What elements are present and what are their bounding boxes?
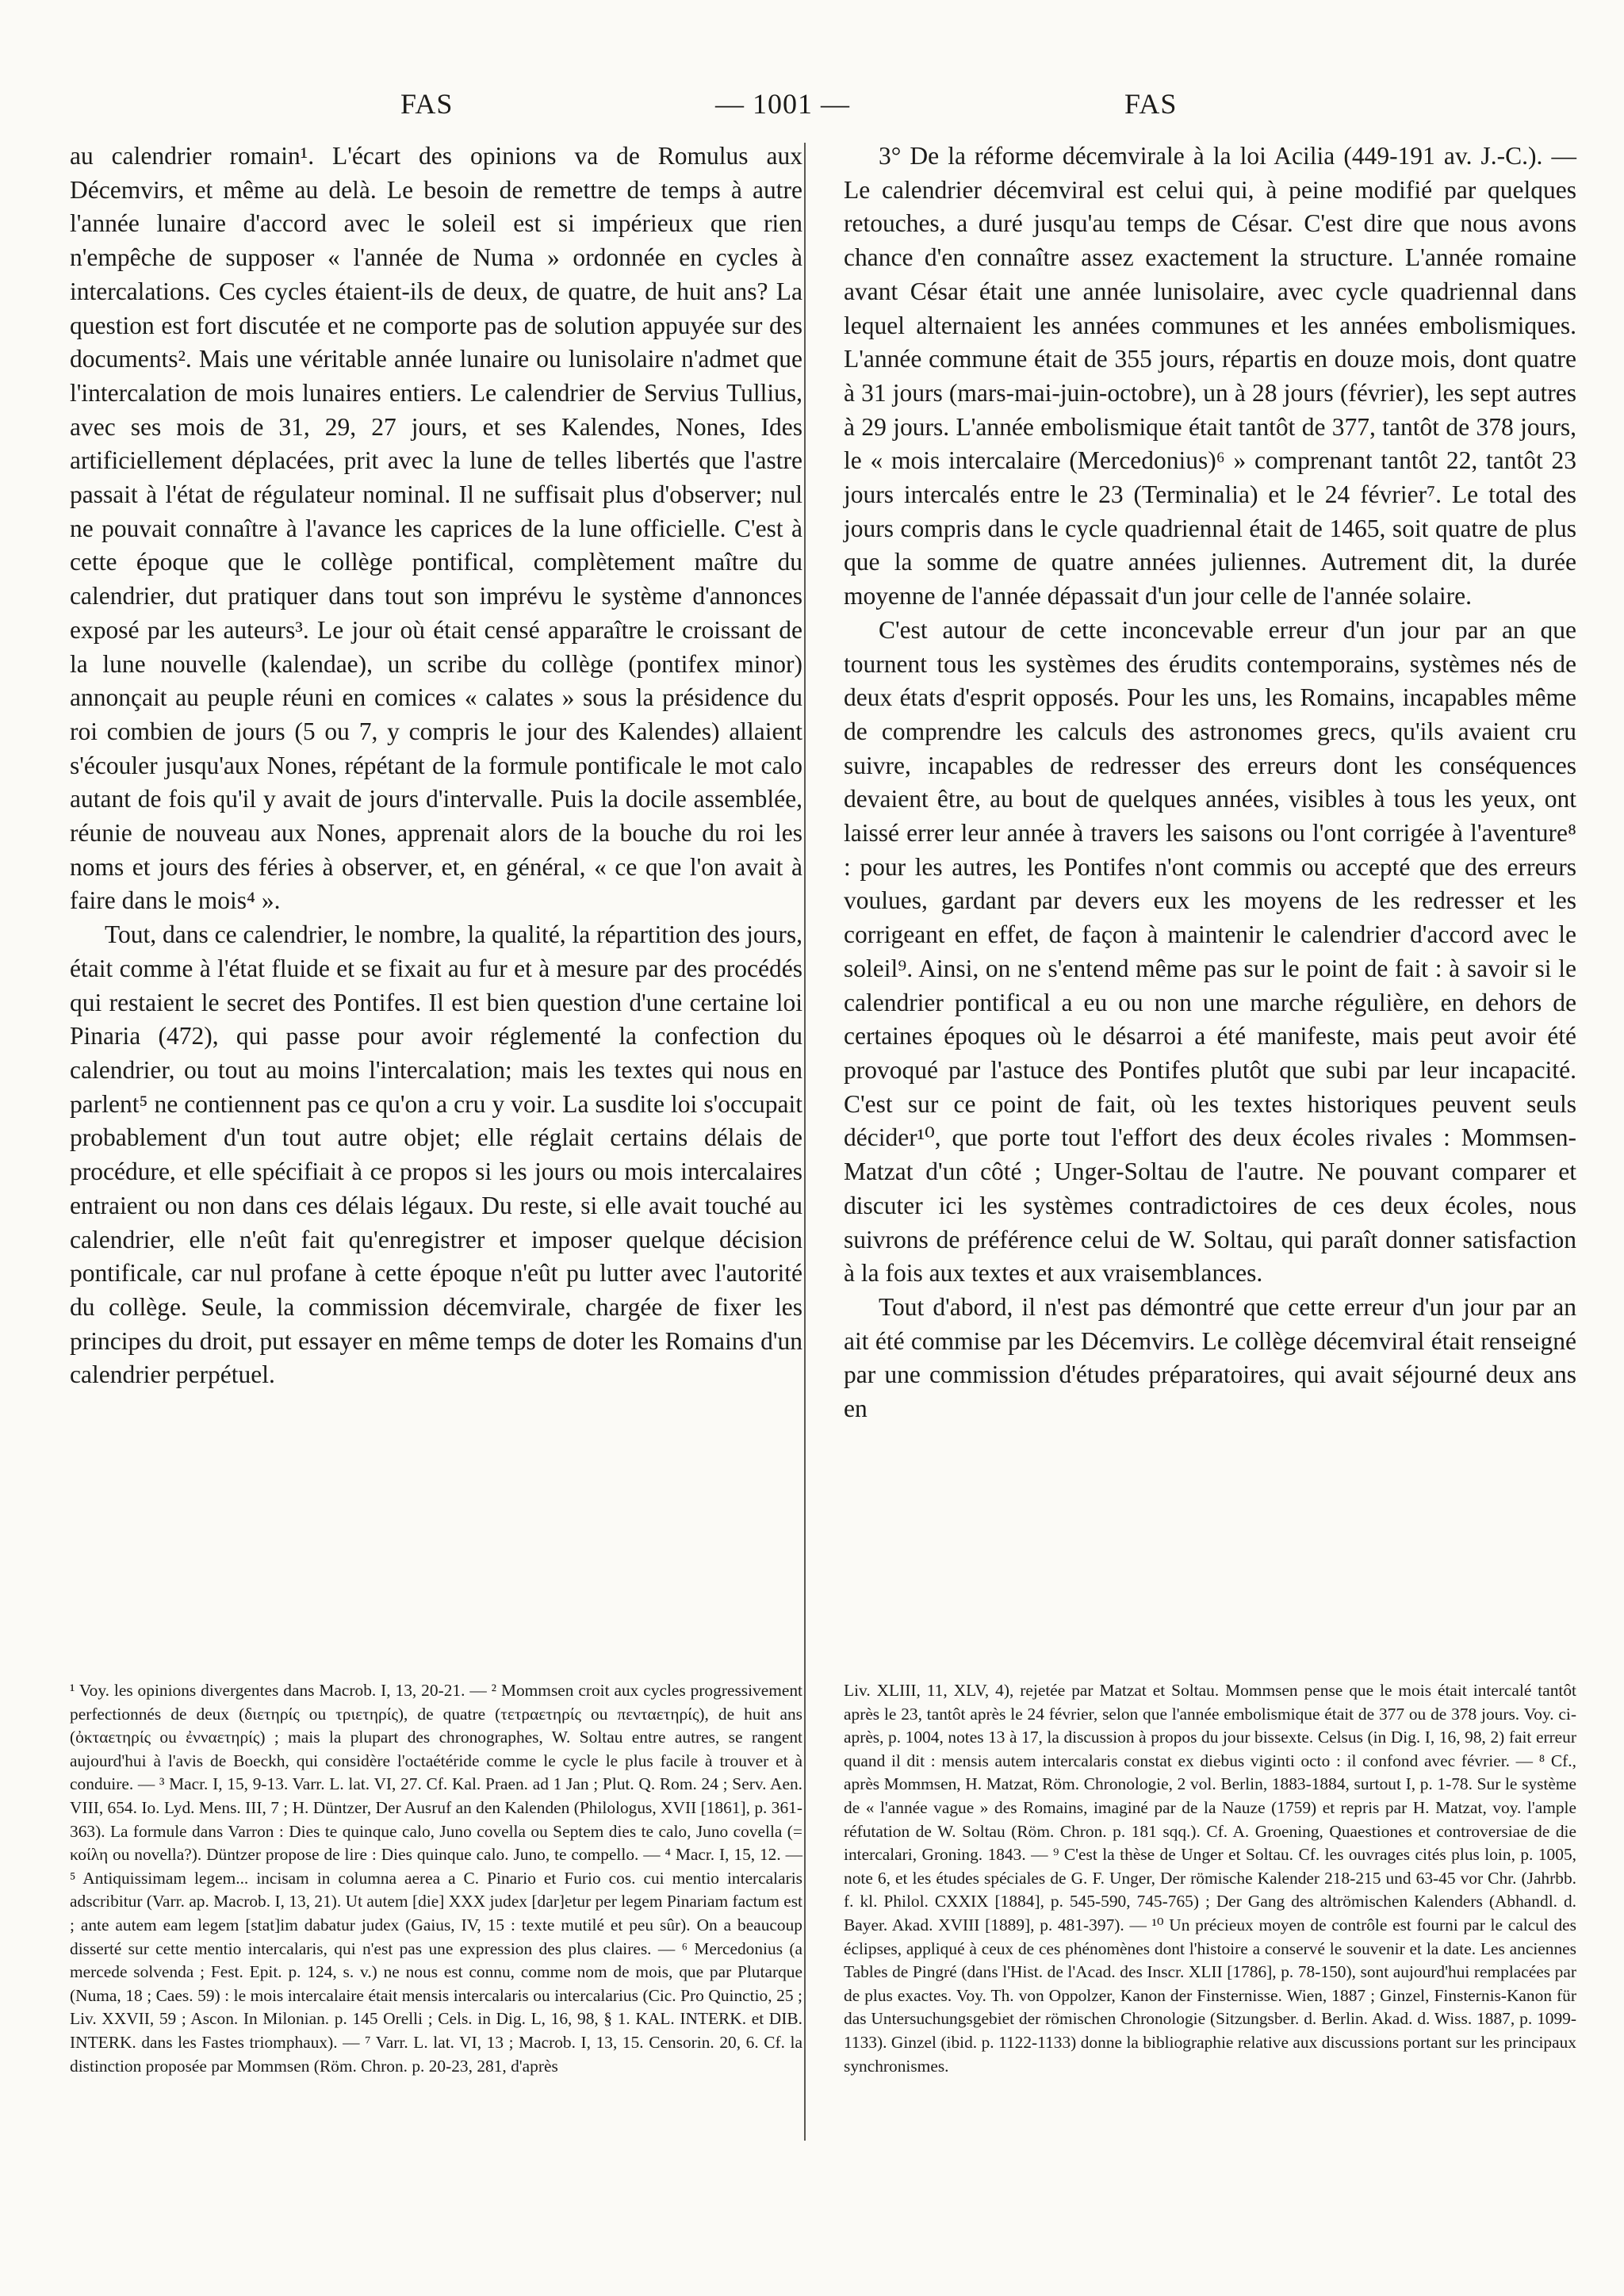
page-header (0, 87, 1624, 127)
right-paragraph-1: 3° De la réforme décemvirale à la loi Acilia (449-191 av. J.-C.). — Le calendrier décemviral est celui qui, à peine modifié par quelques retouches, a duré jusqu'au temps de César. C'est dire que nous avons chance d'en connaître assez exactement la structure. L'année romaine avant César était une année lunisolaire, avec cycle quadriennal dans lequel alternaient les années communes et les années embolismiques. L'année commune était de 355 jours, répartis en douze mois, dont quatre à 31 jours (mars-mai-juin-octobre), un à 28 jours (février), les sept autres à 29 jours. L'année embolismique était tantôt de 377, tantôt de 378 jours, le « mois intercalaire (Mercedonius)⁶ » comprenant tantôt 22, tantôt 23 jours intercalés entre le 23 (Terminalia) et le 24 février⁷. Le total des jours compris dans le cycle quadriennal était de 1465, soit quatre de plus que la somme de quatre années juliennes. Autrement dit, la durée moyenne de l'année dépassait d'un jour celle de l'année solaire. (844, 142, 1576, 610)
column-divider (804, 143, 806, 2141)
left-paragraph-1: au calendrier romain¹. L'écart des opinions va de Romulus aux Décemvirs, et même au delà. Le besoin de remettre de temps à autre l'année lunaire d'accord avec le soleil est si impérieux que rien n'empêche de supposer « l'année de Numa » ordonnée en cycles à intercalations. Ces cycles étaient-ils de deux, de quatre, de huit ans? La question est fort discutée et ne comporte pas de solution appuyée sur des documents². Mais une véritable année lunaire ou lunisolaire n'admet que l'intercalation de mois lunaires entiers. Le calendrier de Servius Tullius, avec ses mois de 31, 29, 27 jours, et ses Kalendes, Nones, Ides artificiellement déplacées, prit avec la lune de telles libertés que l'astre passait à l'état de régulateur nominal. Il ne suffisait plus d'observer; nul ne pouvait connaître à l'avance les caprices de la lune officielle. C'est à cette époque que le collège pontifical, complètement maître du calendrier, dut pratiquer dans tout son imprévu le système d'annonces exposé par les auteurs³. Le jour où était censé apparaître le croissant de la lune nouvelle (kalendae), un scribe du collège (pontifex minor) annonçait au peuple réuni en comices « calates » sous la présidence du roi combien de jours (5 ou 7, y compris le jour des Kalendes) allaient s'écouler jusqu'aux Nones, répétant de la formule pontificale le mot calo autant de fois qu'il y avait de jours d'intervalle. Puis la docile assemblée, réunie de nouveau aux Nones, apprenait alors de la bouche du roi les noms et jours des féries à observer, et, en général, « ce que l'on avait à faire dans le mois⁴ ». (70, 142, 802, 915)
page-number: — 1001 — (715, 88, 850, 120)
running-head-right: FAS (1124, 88, 1178, 120)
right-paragraph-2: C'est autour de cette inconcevable erreur d'un jour par an que tournent tous les systèmes des érudits contemporains, systèmes nés de deux états d'esprit opposés. Pour les uns, les Romains, incapables même de comprendre les calculs des astronomes grecs, qu'ils avaient cru suivre, incapables de redresser des erreurs dont les conséquences devaient être, au bout de quelques années, visibles à tous les yeux, ont laissé errer leur année à travers les saisons ou l'ont corrigée à l'aventure⁸ : pour les autres, les Pontifes n'ont commis ou accepté que des erreurs voulues, gardant par devers eux les moyens de les redresser et les corrigeant en effet, de façon à maintenir le calendrier d'accord avec le soleil⁹. Ainsi, on ne s'entend même pas sur le point de fait : à savoir si le calendrier pontifical a eu ou non une marche régulière, en dehors de certaines époques où le désarroi a été manifeste, mais peut avoir été provoqué par l'astuce des Pontifes plutôt que subi par leur incapacité. C'est sur ce point de fait, où les textes historiques peuvent seuls décider¹⁰, que porte tout l'effort des deux écoles rivales : Mommsen-Matzat d'un côté ; Unger-Soltau de l'autre. Ne pouvant comparer et discuter ici les systèmes contradictoires de ces deux écoles, nous suivrons de préférence celui de W. Soltau, qui paraît donner satisfaction à la fois aux textes et aux vraisemblances. (844, 615, 1576, 1288)
right-column (844, 140, 1576, 1426)
footnote-block-right: Liv. XLIII, 11, XLV, 4), rejetée par Matzat et Soltau. Mommsen pense que le mois était intercalé tantôt après le 23, tantôt après le 24 février, selon que l'année embolismique était de 377 ou de 378 jours. Voy. ci-après, p. 1004, notes 13 à 17, la discussion à propos du jour bissexte. Celsus (in Dig. I, 16, 98, 2) fait erreur quand il dit : mensis autem intercalaris constat ex diebus viginti octo : il confond avec février. — ⁸ Cf., après Mommsen, H. Matzat, Röm. Chronologie, 2 vol. Berlin, 1883-1884, surtout I, p. 1-78. Sur le système de « l'année vague » des Romains, imaginé par de la Nauze (1759) et repris par H. Matzat, voy. l'ample réfutation de W. Soltau (Röm. Chron. p. 181 sqq.). Cf. A. Groening, Quaestiones et controversiae de die intercalari, Groning. 1843. — ⁹ C'est la thèse de Unger et Soltau. Cf. les ouvrages cités plus loin, p. 1005, note 6, et les études spéciales de G. F. Unger, Der römische Kalender 218-215 und 63-45 vor Chr. (Jahrbb. f. kl. Philol. CXXIX [1884], p. 545-590, 745-765) ; Der Gang des altrömischen Kalenders (Abhandl. d. Bayer. Akad. XVIII [1889], p. 481-397). — ¹⁰ Un précieux moyen de contrôle est fourni par le calcul des éclipses, appliqué à ceux de ces phénomènes dont l'histoire a conservé le souvenir et la date. Les anciennes Tables de Pingré (dans l'Hist. de l'Acad. des Inscr. XLII [1786], p. 78-150), sont aujourd'hui remplacées par de plus exactes. Voy. Th. von Oppolzer, Kanon der Finsternisse. Wien, 1887 ; Ginzel, Finsternis-Kanon für das Untersuchungsgebiet der römischen Chronologie (Sitzungsber. d. Berlin. Akad. d. Wiss. 1887, p. 1099-1133). Ginzel (ibid. p. 1122-1133) donne la bibliographie relative aux discussions portant sur les principaux synchronismes. (844, 1681, 1576, 2076)
footnote-block-left: ¹ Voy. les opinions divergentes dans Macrob. I, 13, 20-21. — ² Mommsen croit aux cycles progressivement perfectionnés de deux (διετηρίς ou τριετηρίς), de quatre (τετραετηρίς ou πενταετηρίς), de huit ans (ὀκταετηρίς ou ἐνναετηρίς) ; mais la plupart des chronographes, W. Soltau entre autres, se rangent aujourd'hui à l'avis de Boeckh, qui considère l'octaétéride comme le cycle le plus facile à trouver et à conduire. — ³ Macr. I, 15, 9-13. Varr. L. lat. VI, 27. Cf. Kal. Praen. ad 1 Jan ; Plut. Q. Rom. 24 ; Serv. Aen. VIII, 654. Io. Lyd. Mens. III, 7 ; H. Düntzer, Der Ausruf an den Kalenden (Philologus, XVII [1861], p. 361-363). La formule dans Varron : Dies te quinque calo, Juno covella ou Septem dies te calo, Juno covella (= κοίλη ou novella?). Düntzer propose de lire : Dies quinque calo. Juno, te compello. — ⁴ Macr. I, 15, 12. — ⁵ Antiquissimam legem... incisam in columna aerea a C. Pinario et Furio cos. cui mentio intercalaris adscribitur (Varr. ap. Macrob. I, 13, 21). Ut autem [die] XXX judex [dar]etur per legem Pinariam factum est ; ante autem eam legem [stat]im dabatur judex (Gaius, IV, 15 : texte mutilé et peu sûr). On a beaucoup disserté sur cette mentio intercalaris, qui n'est pas une expression des plus claires. — ⁶ Mercedonius (a mercede solvenda ; Fest. Epit. p. 124, s. v.) ne nous est connu, comme nom de mois, que par Plutarque (Numa, 18 ; Caes. 59) : le mois intercalaire était mensis intercalaris ou intercalarius (Cic. Pro Quinctio, 25 ; Liv. XXVII, 59 ; Ascon. In Milonian. p. 145 Orelli ; Cels. in Dig. L, 16, 98, § 1. KAL. INTERK. et DIB. INTERK. dans les Fastes triomphaux). — ⁷ Varr. L. lat. VI, 13 ; Macrob. I, 13, 15. Censorin. 20, 6. Cf. la distinction proposée par Mommsen (Röm. Chron. p. 20-23, 281, d'après (70, 1681, 802, 2076)
left-paragraph-2: Tout, dans ce calendrier, le nombre, la qualité, la répartition des jours, était comme à l'état fluide et se fixait au fur et à mesure par des procédés qui restaient le secret des Pontifes. Il est bien question d'une certaine loi Pinaria (472), qui passe pour avoir réglementé la confection du calendrier, ou tout au moins l'intercalation; mais les textes qui nous en parlent⁵ ne contiennent pas ce qu'on a cru y voir. La susdite loi s'occupait probablement d'un tout autre objet; elle réglait certains délais de procédure, et elle spécifiait à ce propos si les jours ou mois intercalaires entraient ou non dans ces délais légaux. Du reste, si elle avait touché au calendrier, elle n'eût fait qu'enregistrer et imposer quelque décision pontificale, car nul profane à cette époque n'eût pu lutter avec l'autorité du collège. Seule, la commission décemvirale, chargée de fixer les principes du droit, put essayer en même temps de doter les Romains d'un calendrier perpétuel. (70, 920, 802, 1389)
footnotes-left (70, 1679, 802, 2078)
left-column (70, 140, 802, 1392)
running-head-left: FAS (400, 88, 454, 120)
right-paragraph-3: Tout d'abord, il n'est pas démontré que cette erreur d'un jour par an ait été commise par les Décemvirs. Le collège décemviral était renseigné par une commission d'études préparatoires, qui avait séjourné deux ans en (844, 1292, 1576, 1423)
footnotes-right (844, 1679, 1576, 2078)
